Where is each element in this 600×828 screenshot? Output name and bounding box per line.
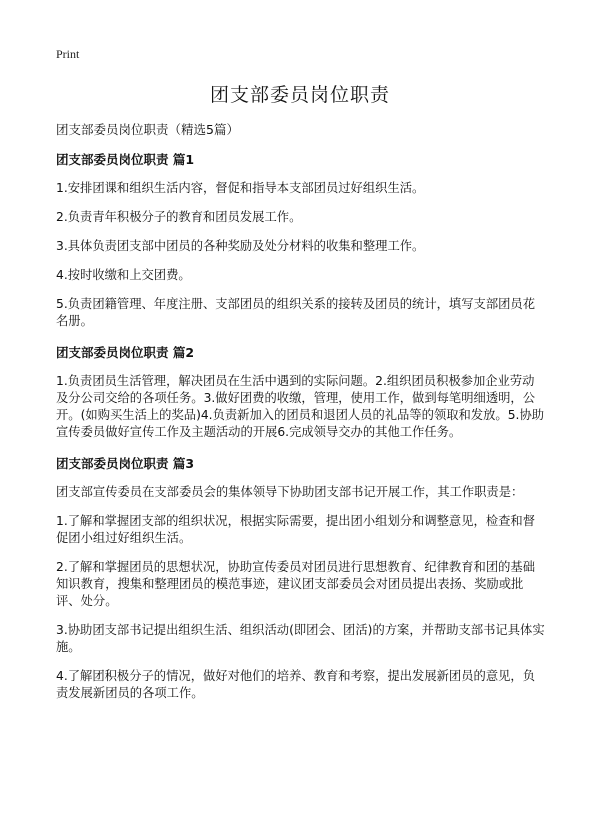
paragraph: 3.具体负责团支部中团员的各种奖励及处分材料的收集和整理工作。 xyxy=(56,239,425,253)
section-heading: 团支部委员岗位职责 篇3 xyxy=(56,456,195,471)
paragraph: 1.负责团员生活管理，解决团员在生活中遇到的实际问题。2.组织团员积极参加企业劳动及分公司交给的各项任务。3.做好团费的收缴，管理，使用工作，做到每笔明细透明，公开。(如购买生活上的奖品)4.负责新加入的团员和退团人员的礼品等的领取和发放。5.协助宣传委员做好宣传工作及主题活动的开展6.完成领导交办的其他工作任务。 xyxy=(56,374,545,439)
paragraph: 4.按时收缴和上交团费。 xyxy=(56,268,191,282)
section-heading: 团支部委员岗位职责 篇2 xyxy=(56,345,195,360)
paragraph: 1.了解和掌握团支部的组织状况，根据实际需要，提出团小组划分和调整意见，检查和督促团小组过好组织生活。 xyxy=(56,514,536,545)
paragraph: 5.负责团籍管理、年度注册、支部团员的组织关系的接转及团员的统计，填写支部团员花名册。 xyxy=(56,297,536,328)
paragraph: 2.了解和掌握团员的思想状况，协助宣传委员对团员进行思想教育、纪律教育和团的基础知识教育，搜集和整理团员的模范事迹，建议团支部委员会对团员提出表扬、奖励或批评、处分。 xyxy=(56,560,536,608)
document-body xyxy=(56,121,546,714)
document-title: 团支部委员岗位职责 xyxy=(209,84,390,106)
paragraph: 团支部宣传委员在支部委员会的集体领导下协助团支部书记开展工作，其工作职责是： xyxy=(56,485,524,499)
document-subtitle: 团支部委员岗位职责（精选5篇） xyxy=(56,122,239,137)
paragraph: 1.安排团课和组织生活内容，督促和指导本支部团员过好组织生活。 xyxy=(56,181,425,195)
section-heading: 团支部委员岗位职责 篇1 xyxy=(56,152,195,167)
paragraph: 2.负责青年积极分子的教育和团员发展工作。 xyxy=(56,210,302,224)
section-1 xyxy=(56,151,546,330)
section-3 xyxy=(56,455,546,702)
section-2 xyxy=(56,344,546,441)
paragraph: 4.了解团积极分子的情况，做好对他们的培养、教育和考察，提出发展新团员的意见，负责发展新团员的各项工作。 xyxy=(56,669,536,700)
paragraph: 3.协助团支部书记提出组织生活、组织活动(即团会、团活)的方案，并帮助支部书记具体实施。 xyxy=(56,623,545,654)
print-link[interactable]: Print xyxy=(56,47,80,61)
